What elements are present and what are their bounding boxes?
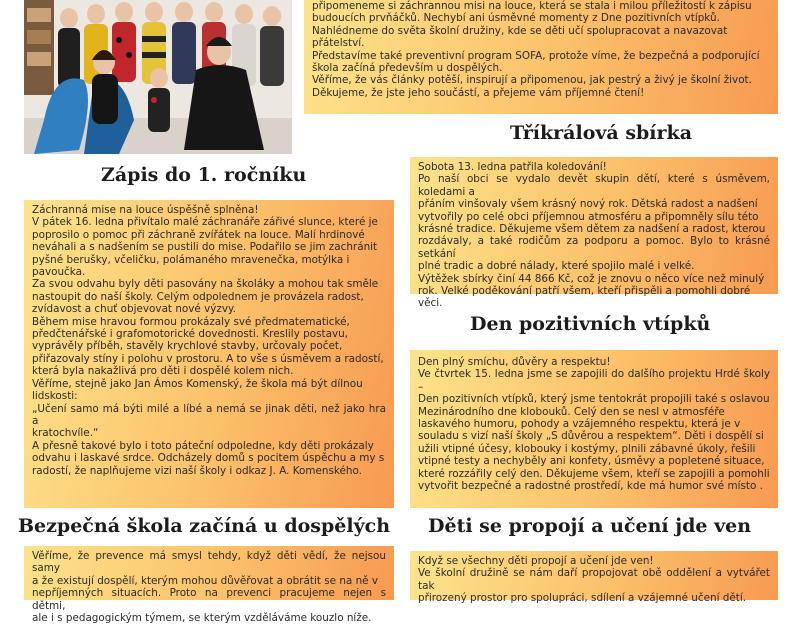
heading-zapis: Zápis do 1. ročníku [101,164,307,186]
trikralova-line: Výtěžek sbírky činí 44 866 Kč, což je znovu o něco více než minulý [418,272,765,285]
intro-line: Děkujeme, že jste jeho součástí, a přejeme vám příjemné čtení! [312,86,645,99]
vtipky-line: Ve čtvrtek 15. ledna jsme se zapojili do dalšího projektu Hrdé školy – [418,368,770,393]
zapis-line: nastoupit do naší školy. Celým odpolednem je provázela radost, [32,290,364,303]
vtipky-line: užili vtipné účesy, klobouky i kostýmy, plnili zábavné úkoly, řešili [418,442,756,455]
intro-line: Nahlédneme do světa školní družiny, kde se děti učí spolupracovat a navazovat [312,24,728,37]
heading-den-pozitivnich-vtipku: Den pozitivních vtípků [470,313,711,335]
zapis-line: radostí, že naplňujeme vizi naší školy i odkaz J. A. Komenského. [32,464,362,477]
vtipky-line: vtipné testy a nechyběly ani konfety, úsměvy a popletené situace, [418,455,765,468]
heading-trikralova-sbirka: Tříkrálová sbírka [510,122,693,144]
vtipky-line: laskavého humoru, pohody a vzájemného respektu, která je v [418,418,741,431]
zapis-line: která byla nakažlivá pro děti i dospělé kolem nich. [32,365,294,378]
vtipky-line: Den plný smíchu, důvěry a respektu! [418,356,611,368]
bezpecna-line: nepříjemných situacích. Proto na prevenci pracujeme nejen s dětmi, [32,587,386,612]
zapis-line: neváhali a s nadšením se pustili do mise. Podařilo se jim zachránit [32,241,378,254]
zapis-line: Za svou odvahu byly děti pasovány na školáky a mohou tak směle [32,278,379,291]
heading-bezpecna-skola: Bezpečná škola začíná u dospělých [18,515,391,537]
bezpecna-line: ale i s pedagogickým týmem, se kterým vzděláváme kouzlo níže. [32,612,372,624]
intro-line: Věříme, že vás články potěší, inspirují a připomenou, jak pestrý a živý je školní život. [312,74,752,87]
zapis-line: kratochvíle.“ [32,427,99,440]
intro-line: připomeneme si záchrannou misi na louce, která se stala i milou příležitostí k zápisu [312,0,752,12]
vtipky-box [410,350,778,508]
trikralova-line: plné tradic a dobré nálady, které spojilo malé i velké. [418,260,695,273]
group-photo [24,0,292,154]
zapis-line: odvahu i laskavé srdce. Odcházely domů s pocitem úspěchu a my s [32,452,385,465]
trikralova-line: Po naší obci se vydalo devět skupin dětí, které s úsměvem, koledami a [418,173,770,198]
deti-line: přirozený prostor pro spolupráci, sdílení a vzájemné učení dětí. [418,592,747,605]
zapis-line: přiřazovaly stíny i polohu v prostoru. A to vše s úsměvem a radostí, [32,352,384,365]
trikralova-line: rozdávaly, a také rodičům za podporu a pomoc. Bylo to krásné setkání [418,235,770,260]
zapis-line: Během mise hravou formou prokázaly své předmatematické, [32,315,350,328]
trikralova-line: rok. Velké poděkování patří všem, kteří přispěli a pomohli dobré věci. [418,285,751,310]
intro-line: Představíme také preventivní program SOFA, protože víme, že bezpečná a podporující [312,49,760,62]
bezpecna-line: Věříme, že prevence má smysl tehdy, když děti vědí, že nejsou samy [32,550,386,575]
deti-line: Když se všechny děti propojí a učení jde ven! [418,555,654,567]
intro-line: přátelství. [312,37,365,50]
vtipky-line: souladu s vizí naší školy „S důvěrou a respektem“. Děti i dospělí si [418,430,764,443]
zapis-line: V pátek 16. ledna přivítalo malé záchranáře zářivé slunce, které je [32,216,378,229]
bezpecna-line: a že existují dospělí, kterým mohou důvěřovat a obrátit se na ně v [32,574,379,587]
heading-deti-se-propoji: Děti se propojí a učení jde ven [428,515,752,537]
group-photo-illustration [24,0,292,154]
zapis-line: pavoučka. [32,266,86,279]
zapis-line: Věříme, stejně jako Jan Ámos Komenský, že škola má být dílnou [32,377,363,390]
vtipky-line: které rozzářily celý den. Děkujeme všem, kteří se zapojili a pomohli [418,467,770,480]
zapis-line: pyšné berušky, včeličku, polámaného mravenečka, motýlka i [32,253,350,266]
intro-line: budoucích prvňáčků. Nechybí ani úsměvné momenty z Dne pozitivních vtípků. [312,12,720,25]
intro-line: škola začíná především u dospělých. [312,62,503,75]
zapis-line: zvídavost a chuť objevovat nové výzvy. [32,303,236,316]
trikralova-line: krásné tradice. Děkujeme všem dětem za nadšení a radost, kterou [418,223,766,236]
zapis-line: vyprávěly příběh, stavěly krychlové stavby, určovaly počet, [32,340,343,353]
trikralova-line: Sobota 13. ledna patřila koledování! [418,161,607,173]
deti-box [410,551,778,605]
zapis-box [24,200,394,508]
vtipky-line: Den pozitivních vtípků, který jsme tentokrát propojili také s oslavou [418,393,770,406]
zapis-line: A přesně takové bylo i toto páteční odpoledne, kdy děti prokázaly [32,439,374,452]
zapis-line: předčtenářské i grafomotorické dovednosti. Kreslily postavu, [32,328,348,341]
intro-box [304,0,778,114]
trikralova-line: vytvořily po celé obci příjemnou atmosféru a připomněly sílu této [418,210,759,223]
bezpecna-box [24,546,394,624]
vtipky-line: vytvořit bezpečné a radostné prostředí, kde má humor své místo . [418,480,763,493]
vtipky-line: Mezinárodního dne klobouků. Celý den se nesl v atmosféře [418,405,725,418]
deti-line: Ve školní družině se nám daří propojovat obě oddělení a vytvářet tak [418,567,770,592]
zapis-line: „Učení samo má býti milé a líbé a nemá se jinak děti, než jako hra a [32,402,386,427]
zapis-line: poprosilo o pomoc při záchraně zvířátek na louce. Malí hrdinové [32,228,365,241]
zapis-line: Záchranná mise na louce úspěšně splněna! [32,204,259,216]
trikralova-box [410,157,778,310]
zapis-line: lidskosti: [32,390,78,403]
trikralova-line: přáním vinšovaly všem krásný nový rok. Dětská radost a nadšení [418,198,758,211]
